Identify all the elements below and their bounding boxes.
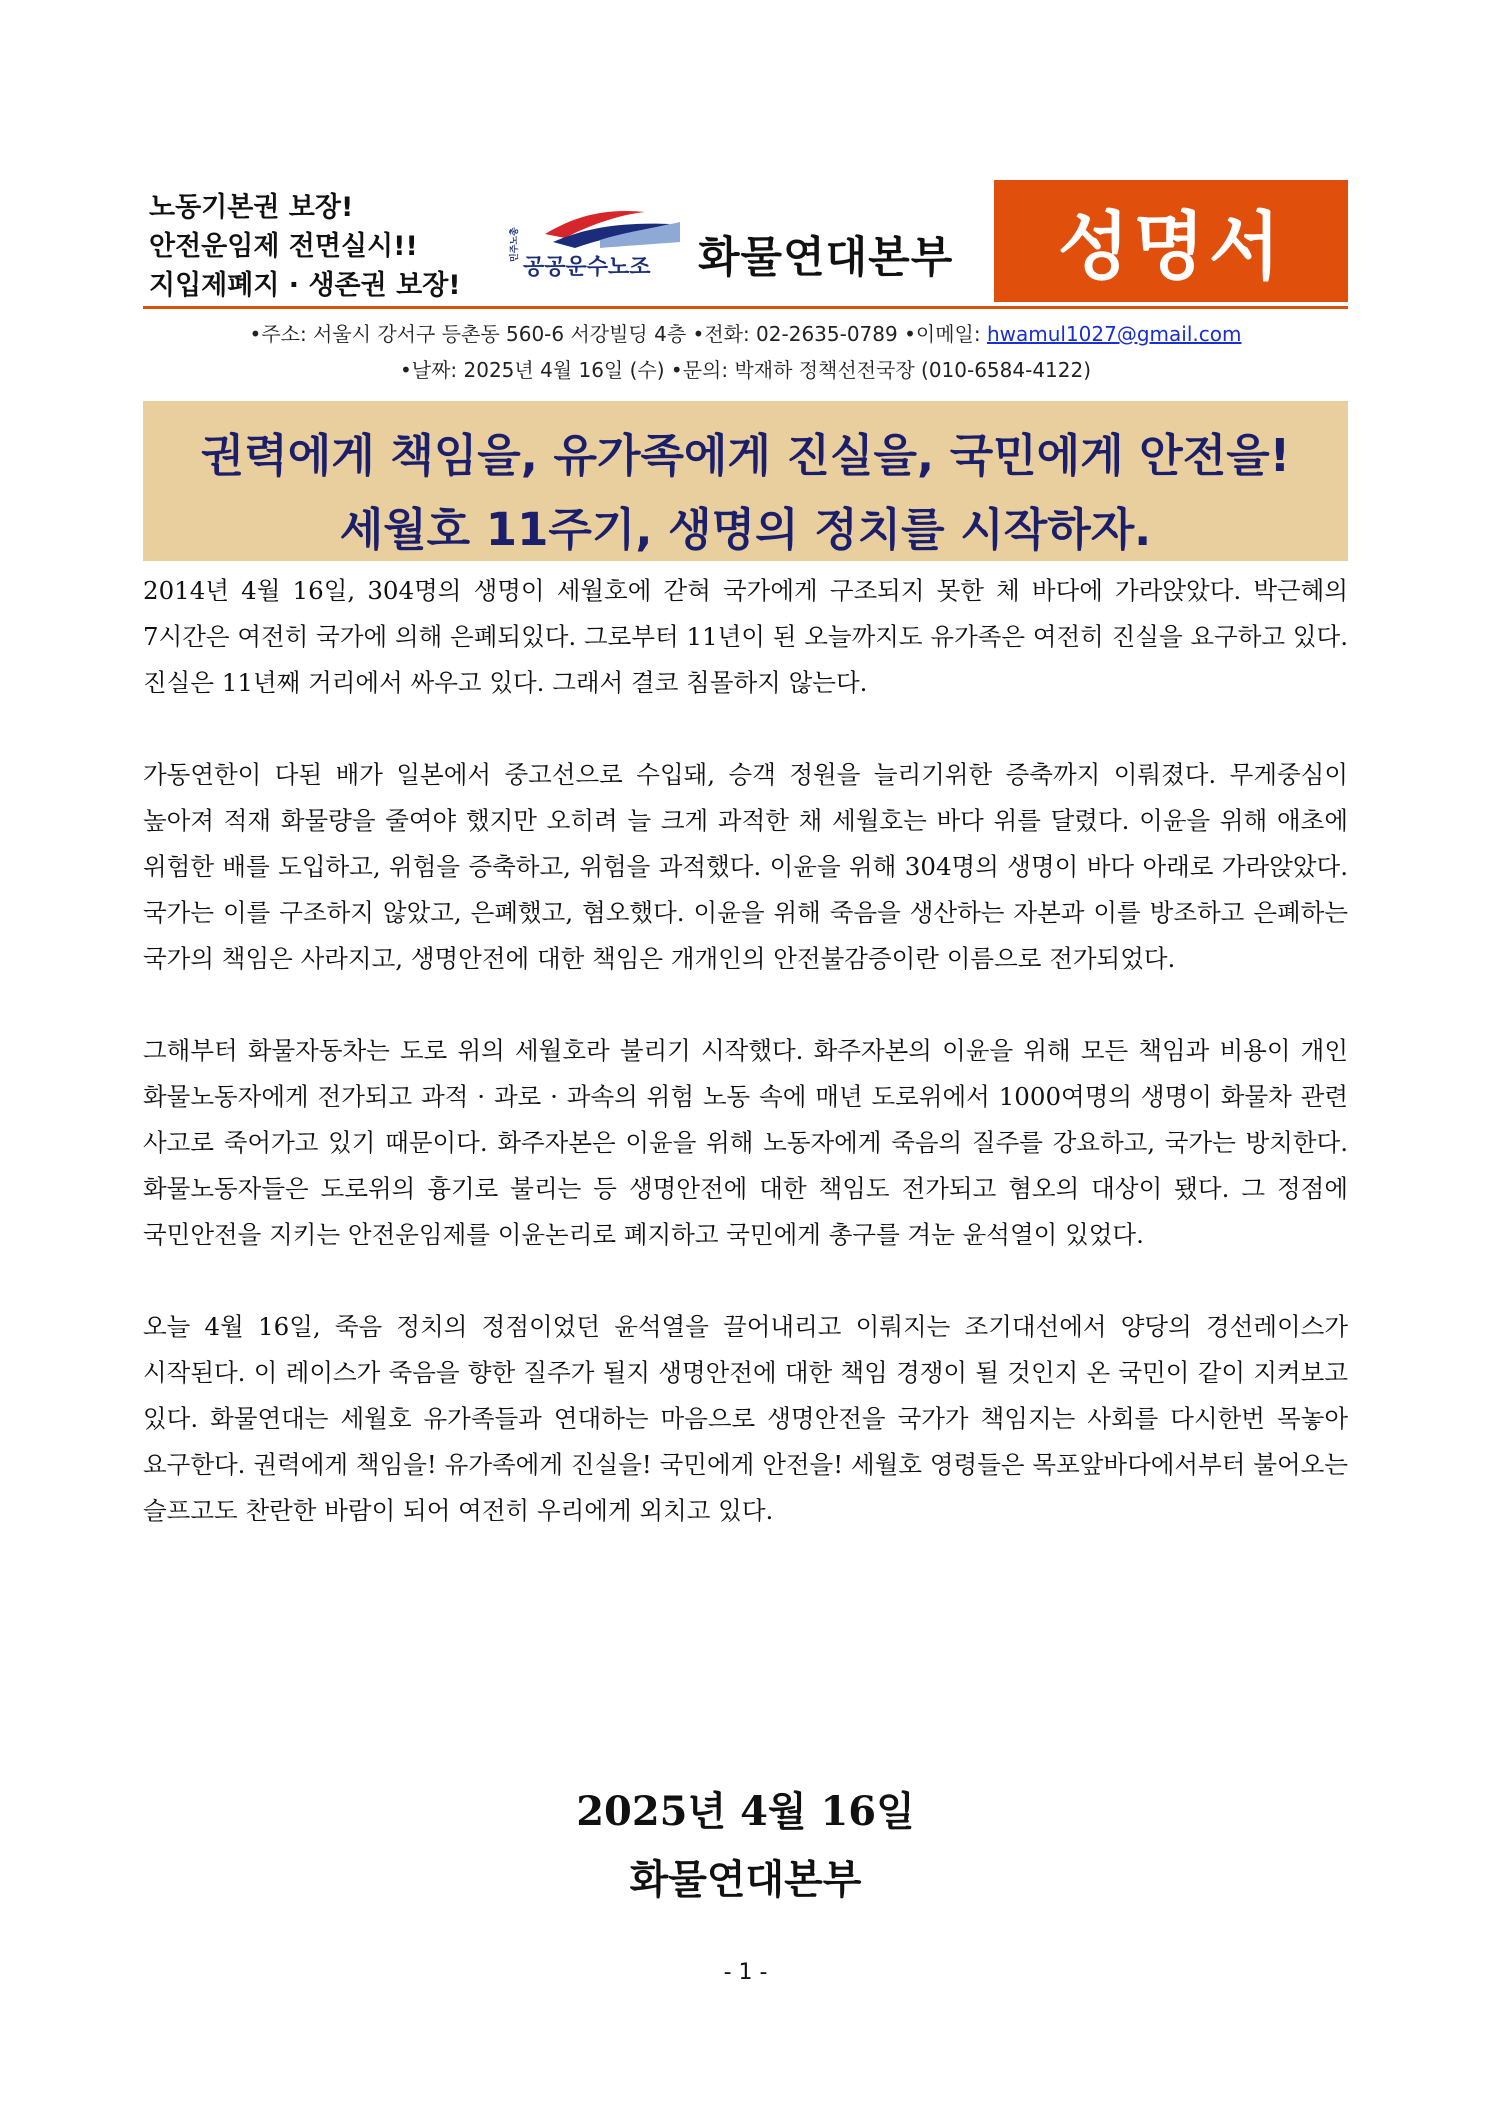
contact-inquiry: •문의: 박재하 정책선전국장 (010-6584-4122) — [670, 358, 1092, 382]
header-divider — [143, 306, 1348, 309]
document-header — [143, 180, 1348, 308]
contact-email-label: •이메일: — [904, 322, 981, 346]
contact-line-1 — [143, 318, 1348, 347]
contact-phone: •전화: 02-2635-0789 — [692, 322, 898, 346]
contact-line-2 — [143, 354, 1348, 383]
statement-body — [143, 568, 1348, 1580]
statement-signer: 화물연대본부 — [629, 1856, 862, 1903]
paragraph-1: 2014년 4월 16일, 304명의 생명이 세월호에 갇혀 국가에게 구조되지 못한 체 바다에 가라앉았다. 박근혜의 7시간은 여전히 국가에 의해 은폐되있다. 그로부터 11년이 된 오늘까지도 유가족은 여전히 진실을 요구하고 있다. 진실은 11년째 거리에서 싸우고 있다. 그래서 결코 침몰하지 않는다. — [143, 576, 1348, 697]
headline-line-1: 권력에게 책임을, 유가족에게 진실을, 국민에게 안전을! — [200, 429, 1291, 482]
logo-small-text: 민주노총 — [510, 227, 520, 262]
doc-type-badge — [994, 180, 1348, 302]
page-number: - 1 - — [723, 1960, 768, 1985]
union-logo — [505, 198, 705, 288]
contact-email-link[interactable]: hwamul1027@gmail.com — [986, 322, 1242, 346]
contact-address: •주소: 서울시 강서구 등촌동 560-6 서강빌딩 4층 — [249, 322, 687, 346]
paragraph-2: 가동연한이 다된 배가 일본에서 중고선으로 수입돼, 승객 정원을 늘리기위한 증축까지 이뤄졌다. 무게중심이 높아져 적재 화물량을 줄여야 했지만 오히려 늘 크게 과적한 채 세월호는 바다 위를 달렸다. 이윤을 위해 애초에 위험한 배를 도입하고, 위험을 증축하고, 위험을 과적했다. 이윤을 위해 304명의 생명이 바다 아래로 가라앉았다. 국가는 이를 구조하지 않았고, 은폐했고, 혐오했다. 이윤을 위해 죽음을 생산하는 자본과 이를 방조하고 은폐하는 국가의 책임은 사라지고, 생명안전에 대한 책임은 개개인의 안전불감증이란 이름으로 전가되었다. — [143, 760, 1348, 973]
headline-line-2: 세월호 11주기, 생명의 정치를 시작하자. — [339, 503, 1152, 556]
headline-box — [143, 401, 1348, 561]
slogan-2: 안전운임제 전면실시!! — [149, 231, 418, 262]
contact-date: •날짜: 2025년 4월 16일 (수) — [399, 358, 665, 382]
statement-date: 2025년 4월 16일 — [576, 1788, 915, 1835]
slogans — [149, 188, 461, 305]
wave-logo-icon — [505, 198, 705, 258]
paragraph-3: 그해부터 화물자동차는 도로 위의 세월호라 불리기 시작했다. 화주자본의 이윤을 위해 모든 책임과 비용이 개인 화물노동자에게 전가되고 과적 · 과로 · 과속의 위험 노동 속에 매년 도로위에서 1000여명의 생명이 화물차 관련 사고로 죽어가고 있기 때문이다. 화주자본은 이윤을 위해 노동자에게 죽음의 질주를 강요하고, 국가는 방치한다. 화물노동자들은 도로위의 흉기로 불리는 등 생명안전에 대한 책임도 전가되고 혐오의 대상이 됐다. 그 정점에 국민안전을 지키는 안전운임제를 이윤논리로 폐지하고 국민에게 총구를 겨눈 윤석열이 있었다. — [143, 1036, 1348, 1249]
slogan-1: 노동기본권 보장! — [149, 192, 354, 223]
doc-type-label: 성명서 — [1057, 204, 1285, 290]
paragraph-4: 오늘 4월 16일, 죽음 정치의 정점이었던 윤석열을 끌어내리고 이뤄지는 조기대선에서 양당의 경선레이스가 시작된다. 이 레이스가 죽음을 향한 질주가 될지 생명안전에 대한 책임 경쟁이 될 것인지 온 국민이 같이 지켜보고 있다. 화물연대는 세월호 유가족들과 연대하는 마음으로 생명안전을 국가가 책임지는 사회를 다시한번 목놓아 요구한다. 권력에게 책임을! 유가족에게 진실을! 국민에게 안전을! 세월호 영령들은 목포앞바다에서부터 불어오는 슬프고도 찬란한 바람이 되어 여전히 우리에게 외치고 있다. — [143, 1312, 1348, 1525]
org-name: 화물연대본부 — [698, 233, 954, 283]
slogan-3: 지입제폐지 · 생존권 보장! — [149, 270, 461, 301]
logo-union-name: 공공운수노조 — [523, 255, 651, 280]
